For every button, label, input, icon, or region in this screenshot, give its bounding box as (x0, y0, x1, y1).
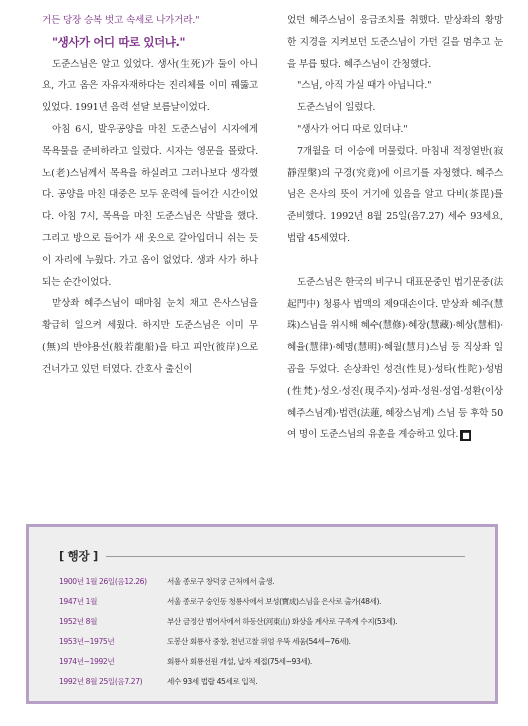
timeline-row (59, 571, 479, 591)
date-note: (음12.26) (114, 576, 147, 586)
section-heading: "생사가 어디 따로 있더냐." (52, 34, 186, 49)
timeline-date (59, 576, 167, 587)
date-text: 1947년 1월 (59, 596, 98, 606)
paragraph: 도준스님이 일렀다. (297, 102, 376, 114)
timeline-date (59, 616, 167, 627)
end-mark-icon: ■ (462, 431, 470, 441)
timeline-row (59, 631, 479, 651)
timeline-desc: 부산 금정산 범어사에서 하동산(河東山) 화상을 계사로 구족계 수지(53세). (167, 616, 398, 626)
article-body (42, 10, 518, 480)
date-note: (음7.27) (114, 676, 143, 686)
date-text: 1952년 8월 (59, 616, 98, 626)
paragraph: 었던 혜주스님이 응급조치를 취했다. 맏상좌의 황망한 지경을 지켜보던 도준스님이 가던 길을 멈추고 눈을 부릅 떴다. 혜주스님이 간청했다. (287, 15, 503, 70)
timeline-desc: 서울 종로구 숭인동 청룡사에서 보성(寶成)스님을 은사로 출가(48세). (167, 596, 382, 606)
timeline-desc: 회룡사 회룡선원 개설, 납자 제접(75세~93세). (167, 656, 312, 666)
timeline-row (59, 611, 479, 631)
history-box (26, 524, 498, 704)
date-text: 1900년 1월 26일 (59, 576, 115, 586)
date-text: 1974년~1992년 (59, 656, 115, 666)
history-title: [ 행장 ] (59, 549, 98, 563)
timeline-date (59, 636, 167, 647)
timeline-row (59, 651, 479, 671)
paragraph: 아침 6시, 발우공양을 마친 도준스님이 시자에게 목욕물을 준비하라고 일렀다. 시자는 영문을 몰랐다. 노(老)스님께서 목욕을 하실려고 그러나보다 생각했다. 공양을 마친 대중은 모두 운력에 들어간 시간이었다. 아침 7시, 목욕을 마친 도준스님은 삭발을 했다. 그리고 방으로 들어가 새 옷으로 갈아입더니 쉬는 듯이 자리에 누웠다. 가고 옴이 없었다. 생과 사가 하나 되는 순간이었다. (42, 123, 258, 288)
date-text: 1953년~1975년 (59, 636, 115, 646)
paragraph: 도준스님은 알고 있었다. 생사(生死)가 둘이 아니요, 가고 옴은 자유자재하다는 진리체를 이미 꿰뚫고 있었다. 1991년 음력 섣달 보름날이었다. (42, 58, 258, 114)
history-title-row (59, 547, 465, 565)
quote-line: 거든 당장 승복 벗고 속세로 나가거라." (42, 15, 200, 26)
timeline-date (59, 596, 167, 607)
paragraph-text: 도준스님은 한국의 비구니 대표문중인 법기문중(法起門中) 청룡사 법맥의 제9대손이다. 맏상좌 혜주(慧珠)스님을 위시해 혜수(慧修)·혜장(慧藏)·혜상(慧相)·혜율(慧律)·혜명(慧明)·혜월(慧月)스님 등 직상좌 일곱을 두었다. 손상좌인 성견(性見)·성타(性陀)·성범(性梵)·성오·성진(現주지)·성파·성원·성엽·성환(이상 혜주스님계)·법련(法蓮, 혜장스님계) 스님 등 후학 50여 명이 도준스님의 유훈을 계승하고 있다. (287, 276, 503, 441)
paragraph: 7개월을 더 이승에 머물렀다. 마침내 적정열반(寂靜涅槃)의 구경(究竟)에 이르기를 자청했다. 혜주스님은 은사의 뜻이 거기에 있음을 알고 다비(茶毘)를 준비했다. 1992년 8월 25일(음7.27) 세수 93세요, 법랍 45세였다. (287, 145, 503, 244)
timeline-desc: 서울 종로구 창덕궁 근처에서 출생. (167, 576, 275, 586)
timeline-desc: 세수 93세 법랍 45세로 입적. (167, 676, 258, 686)
dialogue-line: "스님, 아직 가실 때가 아닙니다." (297, 80, 432, 92)
timeline-date (59, 676, 167, 687)
timeline-desc: 도봉산 회룡사 중창, 천년고찰 위엄 우뚝 세움(54세~76세). (167, 636, 351, 646)
left-column (42, 10, 258, 381)
timeline-row (59, 591, 479, 611)
date-text: 1992년 8월 25일 (59, 676, 115, 686)
right-column (287, 10, 503, 446)
timeline-date (59, 656, 167, 667)
history-timeline (59, 571, 479, 691)
paragraph: 맏상좌 혜주스님이 때마침 눈치 채고 은사스님을 황급히 일으켜 세웠다. 하지만 도준스님은 이미 무(無)의 반야용선(般若龍船)을 타고 피안(彼岸)으로 건너가고 있던 터였다. 간호사 출신이 (42, 298, 258, 375)
dialogue-line: "생사가 어디 따로 있더냐." (297, 123, 408, 135)
timeline-row (59, 671, 479, 691)
paragraph (287, 272, 503, 446)
title-divider (106, 556, 465, 557)
